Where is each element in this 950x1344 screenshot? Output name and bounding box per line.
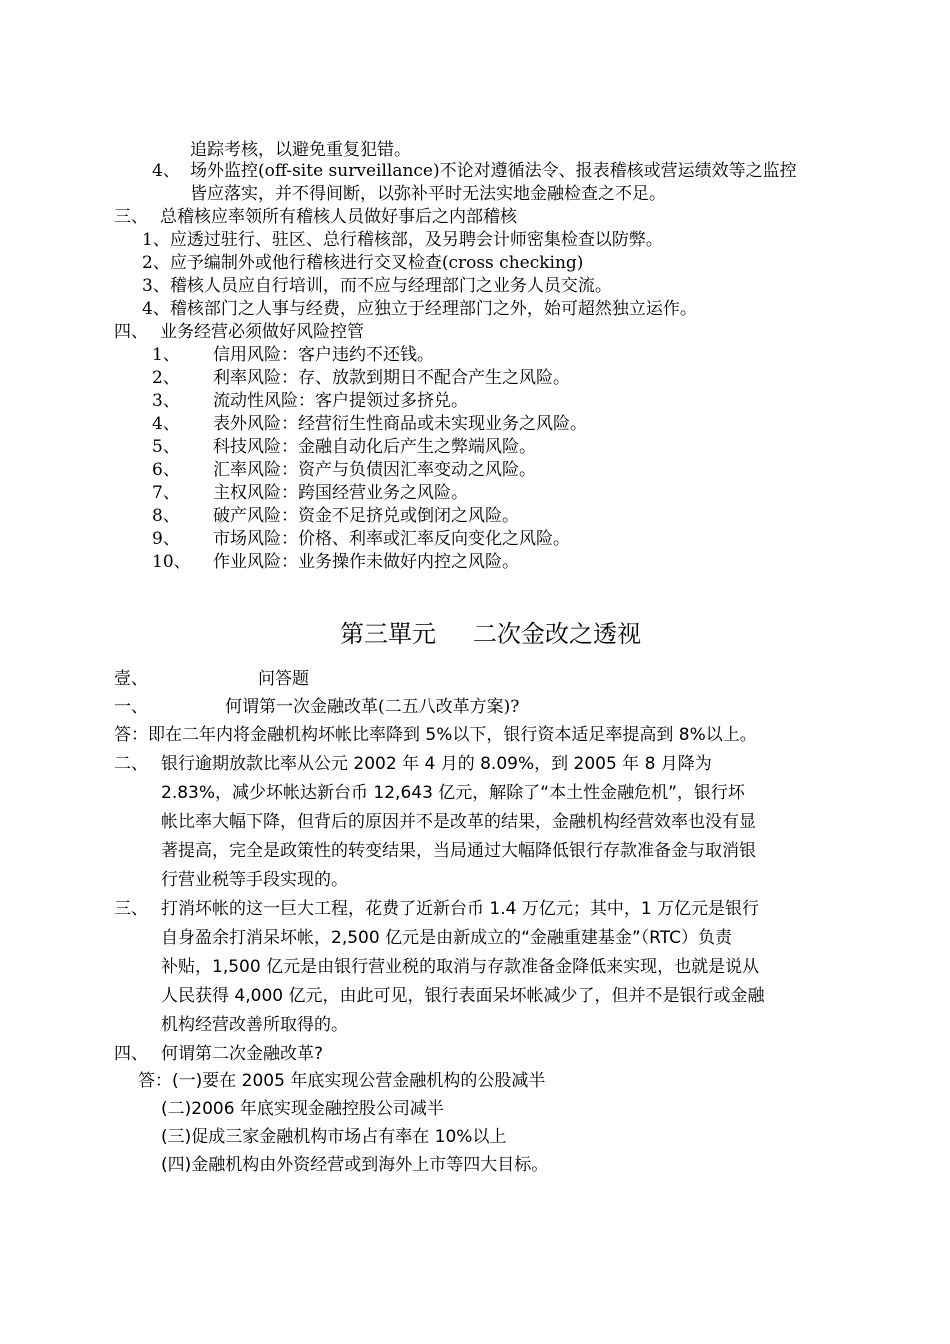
risk-text: 科技风险：金融自动化后产生之弊端风险。 xyxy=(213,437,536,457)
item-text-continued: 皆应落实，并不得间断，以弥补平时无法实地金融检查之不足。 xyxy=(190,184,666,204)
list-item: 4、稽核部门之人事与经费，应独立于经理部门之外，始可超然独立运作。 xyxy=(142,299,697,319)
risk-text: 破产风险：资金不足挤兑或倒闭之风险。 xyxy=(213,506,519,526)
paragraph-line: 帐比率大幅下降，但背后的原因并不是改革的结果，金融机构经营效率也没有显 xyxy=(161,812,756,832)
risk-text: 作业风险：业务操作未做好内控之风险。 xyxy=(213,552,519,572)
list-item: 2、应予编制外或他行稽核进行交叉检查(cross checking) xyxy=(142,253,584,273)
answer-line: (三)促成三家金融机构市场占有率在 10%以上 xyxy=(161,1127,507,1147)
risk-number: 8、 xyxy=(152,506,180,526)
risk-number: 10、 xyxy=(152,552,191,572)
item-number: 4、 xyxy=(152,161,180,181)
risk-text: 表外风险：经营衍生性商品或未实现业务之风险。 xyxy=(213,414,587,434)
paragraph-line: 补贴，1,500 亿元是由银行营业税的取消与存款准备金降低来实现，也就是说从 xyxy=(161,957,760,977)
continuation-text: 追踪考核，以避免重复犯错。 xyxy=(190,140,411,160)
paragraph-line: 机构经营改善所取得的。 xyxy=(161,1015,348,1035)
risk-text: 汇率风险：资产与负债因汇率变动之风险。 xyxy=(213,460,536,480)
risk-number: 4、 xyxy=(152,414,180,434)
risk-number: 3、 xyxy=(152,391,180,411)
risk-text: 利率风险：存、放款到期日不配合产生之风险。 xyxy=(213,368,570,388)
section-heading: 业务经营必须做好风险控管 xyxy=(160,322,364,342)
answer-text: 答：即在二年内将金融机构坏帐比率降到 5%以下，银行资本适足率提高到 8%以上。 xyxy=(114,725,757,745)
item-text: 场外监控(off-site surveillance)不论对遵循法令、报表稽核或营运绩效等之监控 xyxy=(190,161,797,181)
risk-number: 9、 xyxy=(152,529,180,549)
unit-subject-title: 二次金改之透视 xyxy=(473,620,641,648)
section-number: 四、 xyxy=(114,322,148,342)
question-number: 三、 xyxy=(114,899,148,919)
risk-number: 6、 xyxy=(152,460,180,480)
paragraph-line: 著提高，完全是政策性的转变结果，当局通过大幅降低银行存款准备金与取消银 xyxy=(161,841,756,861)
part-number: 壹、 xyxy=(114,669,148,689)
paragraph-line: 银行逾期放款比率从公元 2002 年 4 月的 8.09%，到 2005 年 8 月降为 xyxy=(161,754,712,774)
unit-number-title: 第三單元 xyxy=(340,620,436,648)
section-number: 三、 xyxy=(114,207,148,227)
question-number: 二、 xyxy=(114,754,148,774)
list-item: 1、应透过驻行、驻区、总行稽核部，及另聘会计师密集检查以防弊。 xyxy=(142,230,663,250)
part-label: 问答题 xyxy=(258,669,309,689)
risk-text: 市场风险：价格、利率或汇率反向变化之风险。 xyxy=(213,529,570,549)
risk-number: 2、 xyxy=(152,368,180,388)
paragraph-line: 人民获得 4,000 亿元，由此可见，银行表面呆坏帐减少了，但并不是银行或金融 xyxy=(161,986,765,1006)
answer-line: (四)金融机构由外资经营或到海外上市等四大目标。 xyxy=(161,1155,549,1175)
risk-number: 7、 xyxy=(152,483,180,503)
risk-text: 信用风险：客户违约不还钱。 xyxy=(213,345,434,365)
answer-line: (二)2006 年底实现金融控股公司减半 xyxy=(161,1099,444,1119)
paragraph-line: 行营业税等手段实现的。 xyxy=(161,870,348,890)
question-text: 何谓第一次金融改革(二五八改革方案)? xyxy=(225,697,520,717)
risk-number: 5、 xyxy=(152,437,180,457)
answer-line: 答：(一)要在 2005 年底实现公营金融机构的公股减半 xyxy=(138,1071,546,1091)
question-number: 四、 xyxy=(114,1044,148,1064)
risk-text: 流动性风险：客户提领过多挤兑。 xyxy=(213,391,468,411)
paragraph-line: 自身盈余打消呆坏帐，2,500 亿元是由新成立的“金融重建基金”（RTC）负责 xyxy=(161,928,733,948)
question-text: 何谓第二次金融改革? xyxy=(161,1044,324,1064)
risk-number: 1、 xyxy=(152,345,180,365)
question-number: 一、 xyxy=(114,697,148,717)
list-item: 3、稽核人员应自行培训，而不应与经理部门之业务人员交流。 xyxy=(142,276,612,296)
risk-text: 主权风险：跨国经营业务之风险。 xyxy=(213,483,468,503)
paragraph-line: 打消坏帐的这一巨大工程，花费了近新台币 1.4 万亿元；其中，1 万亿元是银行 xyxy=(161,899,760,919)
section-heading: 总稽核应率领所有稽核人员做好事后之内部稽核 xyxy=(160,207,517,227)
paragraph-line: 2.83%，减少坏帐达新台币 12,643 亿元，解除了“本土性金融危机”，银行坏 xyxy=(161,783,745,803)
